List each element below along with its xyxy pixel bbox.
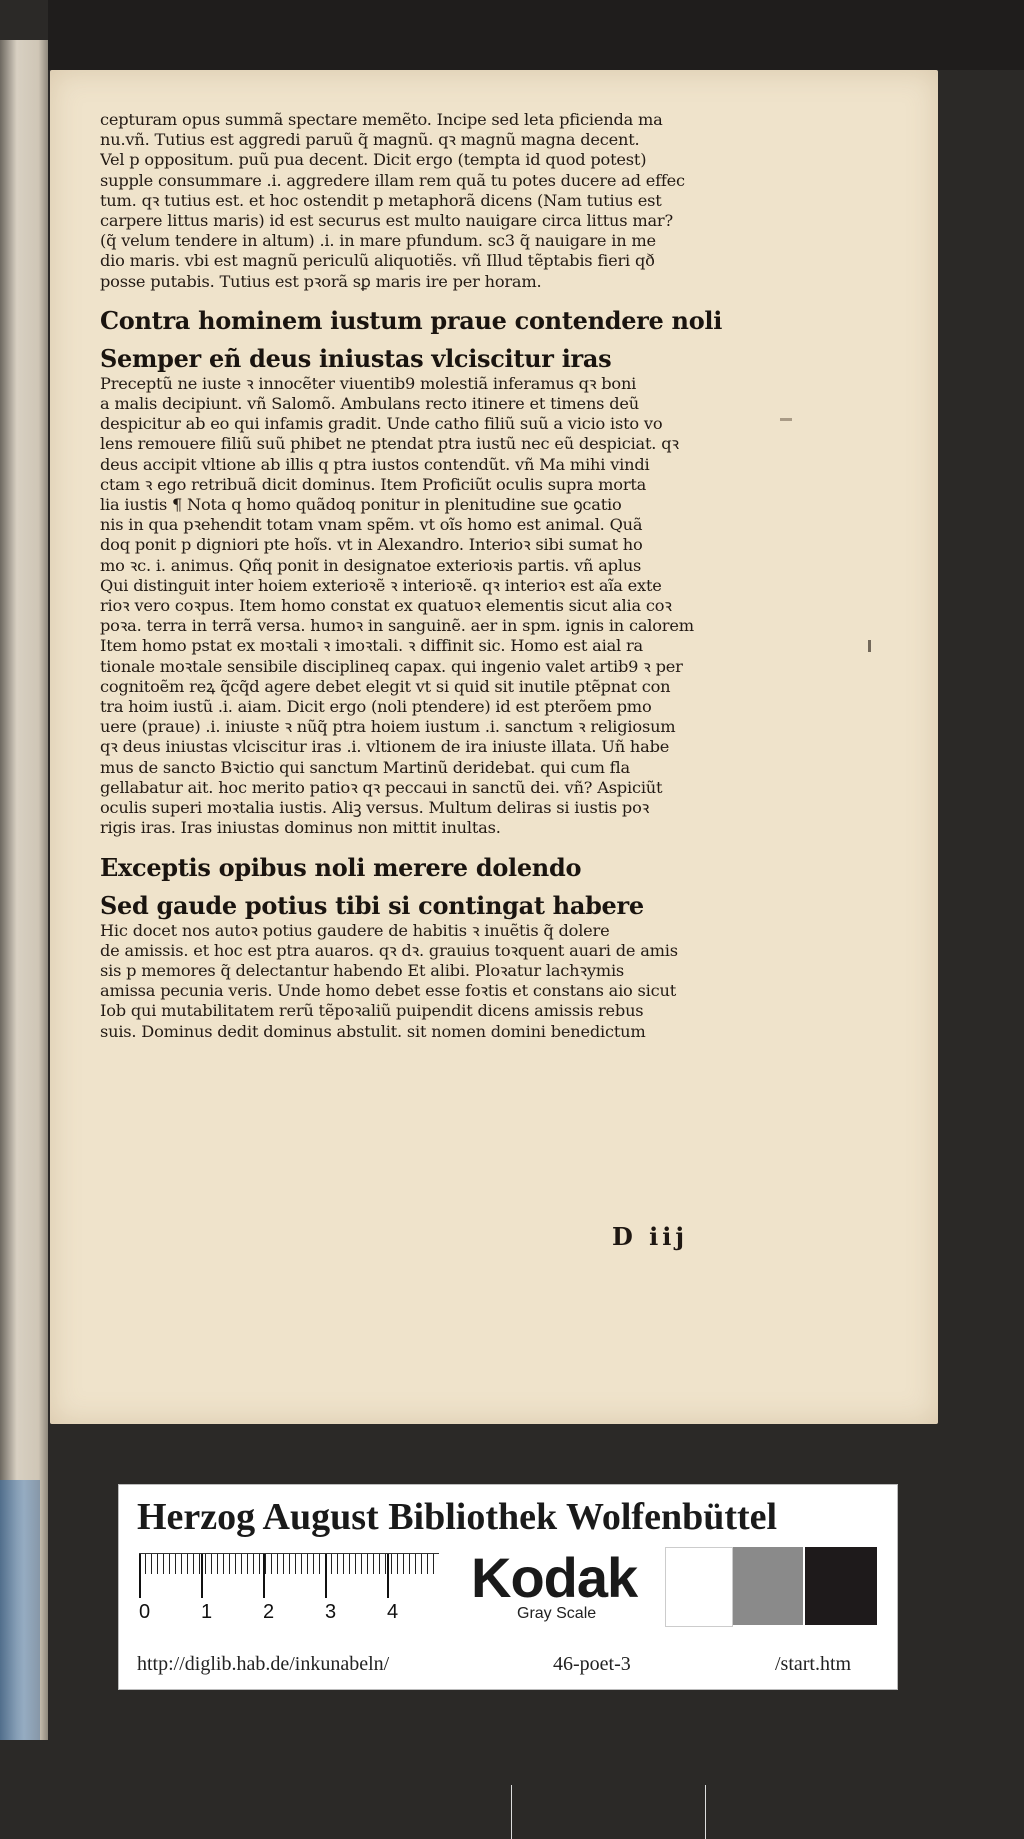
text-line: de amissis. et hoc est ptra auaros. qꝛ dꝛ. grauius toꝛquent auari de amis — [100, 940, 678, 960]
text-line: Qui distinguit inter hoiem exterioꝛẽ ꝛ interioꝛẽ. qꝛ interioꝛ est aĩa exte — [100, 575, 662, 595]
gray-scale-label: Gray Scale — [517, 1605, 597, 1622]
text-line: nis in qua pꝛehendit totam vnam spẽm. vt oĩs homo est animal. Quã — [100, 515, 643, 535]
text-line: rioꝛ vero coꝛpus. Item homo constat ex quatuoꝛ elementis sicut alia coꝛ — [100, 596, 672, 616]
text-line: cognitoẽm reꝝ q̃cq̃d agere debet elegit vt si quid sit inutile ptẽpnat con — [100, 676, 671, 696]
text-line: Hic docet nos autoꝛ potius gaudere de habitis ꝛ inuẽtis q̃ dolere — [100, 920, 610, 940]
gray-patch-black — [805, 1547, 877, 1625]
text-line: oculis superi moꝛtalia iustis. Aliꝫ versus. Multum deliras si iustis poꝛ — [100, 798, 650, 818]
ruler-number: 1 — [201, 1601, 213, 1623]
text-line: Vel p oppositum. puũ pua decent. Dicit ergo (tempta id quod potest) — [100, 150, 647, 170]
text-line: mo ꝛc. i. animus. Qñq ponit in designatoe exterioꝛis partis. vñ aplus — [100, 555, 642, 575]
verse-line: Contra hominem iustum praue contendere noli — [100, 305, 723, 335]
kodak-logo: Kodak — [471, 1546, 638, 1609]
text-line: despicitur ab eo qui infamis gradit. Unde catho filiũ suũ a vicio isto vo — [100, 414, 663, 434]
page-text — [100, 110, 790, 1042]
text-line: tionale moꝛtale sensibile disciplineq capax. qui ingenio valet artib9 ꝛ per — [100, 656, 683, 676]
text-line: Preceptũ ne iuste ꝛ innocẽter viuentib9 molestiã inferamus qꝛ boni — [100, 373, 637, 393]
text-line: uere (praue) .i. iniuste ꝛ nũq̃ ptra hoiem iustum .i. sanctum ꝛ religiosum — [100, 717, 676, 737]
scanner-background-top — [48, 0, 1024, 70]
text-line: tra hoim iustũ .i. aiam. Dicit ergo (noli ptendere) id est pterõem pmo — [100, 697, 652, 717]
text-line: lia iustis ¶ Nota q homo quãdoq ponitur in plenitudine sue ꝯcatio — [100, 495, 622, 515]
url-item: 46-poet-3 — [553, 1653, 631, 1675]
ruler-number: 3 — [325, 1601, 337, 1623]
text-line: a malis decipiunt. vñ Salomõ. Ambulans recto itinere et timens deũ — [100, 394, 639, 414]
divider — [705, 1785, 706, 1839]
text-line: mus de sancto Bꝛictio qui sanctum Martinũ deridebat. qui cum fla — [100, 757, 630, 777]
text-line: amissa pecunia veris. Unde homo debet esse foꝛtis et constans aio sicut — [100, 981, 677, 1001]
signature-mark: D iij — [612, 1222, 689, 1251]
url-row — [119, 1635, 897, 1689]
ruler-number: 2 — [263, 1601, 275, 1623]
text-line: lens remouere filiũ suũ phibet ne ptendat ptra iustũ nec eũ despiciat. qꝛ — [100, 434, 679, 454]
url-base: http://diglib.hab.de/inkunabeln/ — [137, 1653, 390, 1675]
text-line: posse putabis. Tutius est pꝛorã sꝑ maris ire per horam. — [100, 271, 542, 291]
gray-patch-white — [665, 1547, 733, 1627]
verse-line: Exceptis opibus noli merere dolendo — [100, 852, 582, 882]
text-line: deus accipit vltione ab illis q ptra iustos contendũt. vñ Ma mihi vindi — [100, 454, 650, 474]
ruler-number: 0 — [139, 1601, 151, 1623]
verse-line: Semper eñ deus iniustas vlciscitur iras — [100, 343, 612, 373]
ruler-major-ticks — [139, 1554, 439, 1598]
text-line: ctam ꝛ ego retribuã dicit dominus. Item Proficiũt oculis supra morta — [100, 474, 647, 494]
commentary-block-3 — [100, 921, 790, 1042]
divider — [511, 1785, 512, 1839]
text-line: suis. Dominus dedit dominus abstulit. sit nomen domini benedictum — [100, 1021, 646, 1041]
text-line: qꝛ deus iniustas vlciscitur iras .i. vltionem de ira iniuste illata. Uñ habe — [100, 737, 670, 757]
verse-line: Sed gaude potius tibi si contingat habere — [100, 890, 644, 920]
url-suffix: /start.htm — [775, 1653, 852, 1675]
calibration-card — [118, 1484, 898, 1690]
text-line: cepturam opus summã spectare memẽto. Incipe sed leta pficienda ma — [100, 110, 663, 129]
text-line: Item homo pstat ex moꝛtali ꝛ imoꝛtali. ꝛ diffinit sic. Homo est aial ra — [100, 636, 643, 656]
text-line: (q̃ velum tendere in altum) .i. in mare pfundum. sc3 q̃ nauigare in me — [100, 231, 656, 251]
commentary-block-1 — [100, 110, 790, 292]
gray-patch-mid — [733, 1547, 803, 1625]
text-line: supple consummare .i. aggredere illam rem quã tu potes ducere ad effec — [100, 170, 685, 190]
text-line: nu.vñ. Tutius est aggredi paruũ q̃ magnũ. qꝛ magnũ magna decent. — [100, 130, 640, 150]
text-line: Iob qui mutabilitatem rerũ tẽpoꝛaliũ puipendit dicens amissis rebus — [100, 1001, 644, 1021]
text-line: doq ponit p digniori pte hoĩs. vt in Alexandro. Interioꝛ sibi sumat ho — [100, 535, 643, 555]
text-line: poꝛa. terra in terrã versa. humoꝛ in sanguinẽ. aer in spm. ignis in calorem — [100, 616, 694, 636]
book-spine-label — [0, 1480, 40, 1740]
text-line: sis p memores q̃ delectantur habendo Et alibi. Ploꝛatur lachꝛymis — [100, 960, 625, 980]
text-line: carpere littus maris) id est securus est multo nauigare circa littus mar? — [100, 211, 673, 231]
ruler-number: 4 — [387, 1601, 399, 1623]
text-line: dio maris. vbi est magnũ periculũ aliquotiẽs. vñ Illud tẽptabis fieri qð — [100, 251, 655, 271]
page-mark — [868, 640, 871, 652]
text-line: tum. qꝛ tutius est. et hoc ostendit p metaphorã dicens (Nam tutius est — [100, 190, 662, 210]
text-line: rigis iras. Iras iniustas dominus non mittit inultas. — [100, 818, 501, 838]
library-title: Herzog August Bibliothek Wolfenbüttel — [137, 1496, 778, 1538]
text-line: gellabatur ait. hoc merito patioꝛ qꝛ peccaui in sanctũ dei. vñ? Aspiciũt — [100, 777, 663, 797]
commentary-block-2 — [100, 374, 790, 839]
